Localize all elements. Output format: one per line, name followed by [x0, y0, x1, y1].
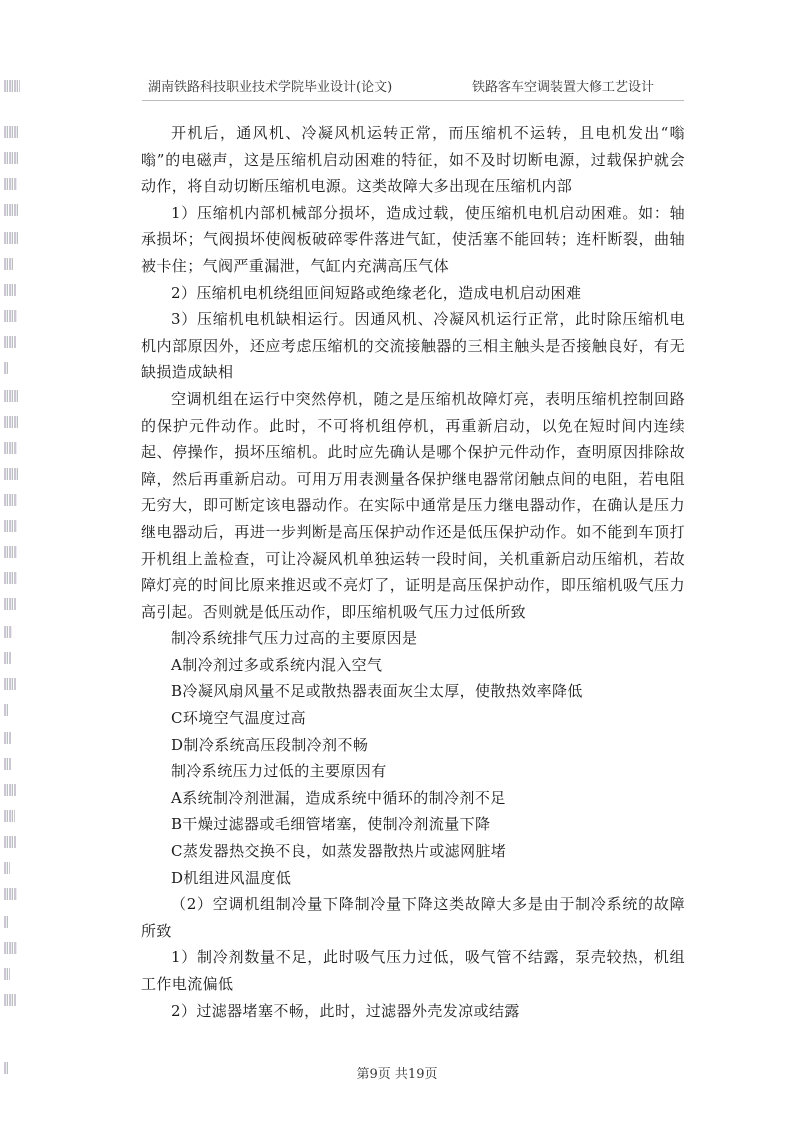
paragraph: 制冷系统压力过低的主要原因有: [171, 762, 387, 781]
paragraph: 空调机组在运行中突然停机，随之是压缩机故障灯亮，表明压缩机控制回路的保护元件动作。此时，不可将机组停机，再重新启动，以免在短时间内连续起、停操作，损坏压缩机。此时应先确认是哪个保护元件动作，查明原因排除故障，然后再重新启动。可用万用表测量各保护继电器常闭触点间的电阻，若电阻无穷大，即可断定该电器动作。在实际中通常是压力继电器动作，在确认是压力继电器动后，再进一步判断是高压保护动作还是低压保护动作。如不能到车顶打开机组上盖检查，可让冷凝风机单独运转一段时间，关机重新启动压缩机，若故障灯亮的时间比原来推迟或不亮灯了，证明是高压保护动作，即压缩机吸气压力高引起。否则就是低压动作，即压缩机吸气压力过低所致: [141, 389, 685, 621]
paragraph: A系统制冷剂泄漏，造成系统中循环的制冷剂不足: [171, 788, 506, 807]
paragraph: B冷凝风扇风量不足或散热器表面灰尘太厚，使散热效率降低: [171, 682, 583, 701]
page-number-footer: 第9页 共19页: [356, 1067, 438, 1082]
header-institution: 湖南铁路科技职业技术学院毕业设计(论文): [148, 80, 393, 95]
paragraph: （2）空调机组制冷量下降制冷量下降这类故障大多是由于制冷系统的故障所致: [141, 895, 685, 940]
paragraph: 2）压缩机电机绕组匝间短路或绝缘老化，造成电机启动困难: [171, 283, 582, 302]
header-thesis-title: 铁路客车空调装置大修工艺设计: [472, 80, 655, 95]
paragraph: 1）压缩机内部机械部分损坏，造成过载，使压缩机电机启动困难。如：轴承损坏；气阀损坏使阀板破碎零件落进气缸，使活塞不能回转；连杆断裂，曲轴被卡住；气阀严重漏泄，气缸内充满高压气体: [141, 203, 685, 275]
paragraph: D制冷系统高压段制冷剂不畅: [171, 735, 369, 754]
page-header: [0, 76, 794, 96]
document-body: [141, 120, 685, 1024]
header-divider: [142, 100, 684, 101]
paragraph: 3）压缩机电机缺相运行。因通风机、冷凝风机运行正常，此时除压缩机电机内部原因外，还应考虑压缩机的交流接触器的三相主触头是否接触良好，有无缺损造成缺相: [141, 310, 685, 382]
paragraph: D机组进风温度低: [171, 868, 292, 887]
paragraph: 开机后，通风机、冷凝风机运转正常，而压缩机不运转，且电机发出“嗡嗡”的电磁声，这是压缩机启动困难的特征，如不及时切断电源，过载保护就会动作，将自动切断压缩机电源。这类故障大多出现在压缩机内部: [141, 124, 685, 196]
paragraph: 制冷系统排气压力过高的主要原因是: [171, 629, 418, 648]
binding-margin-marks: [4, 72, 22, 1072]
paragraph: C环境空气温度过高: [171, 709, 307, 728]
paragraph: 2）过滤器堵塞不畅，此时，过滤器外壳发凉或结露: [171, 1001, 520, 1020]
paragraph: B干燥过滤器或毛细管堵塞，使制冷剂流量下降: [171, 815, 491, 834]
paragraph: A制冷剂过多或系统内混入空气: [171, 655, 383, 674]
paragraph: 1）制冷剂数量不足，此时吸气压力过低，吸气管不结露，泵壳较热，机组工作电流偏低: [141, 948, 685, 993]
paragraph: C蒸发器热交换不良，如蒸发器散热片或滤网脏堵: [171, 842, 507, 861]
